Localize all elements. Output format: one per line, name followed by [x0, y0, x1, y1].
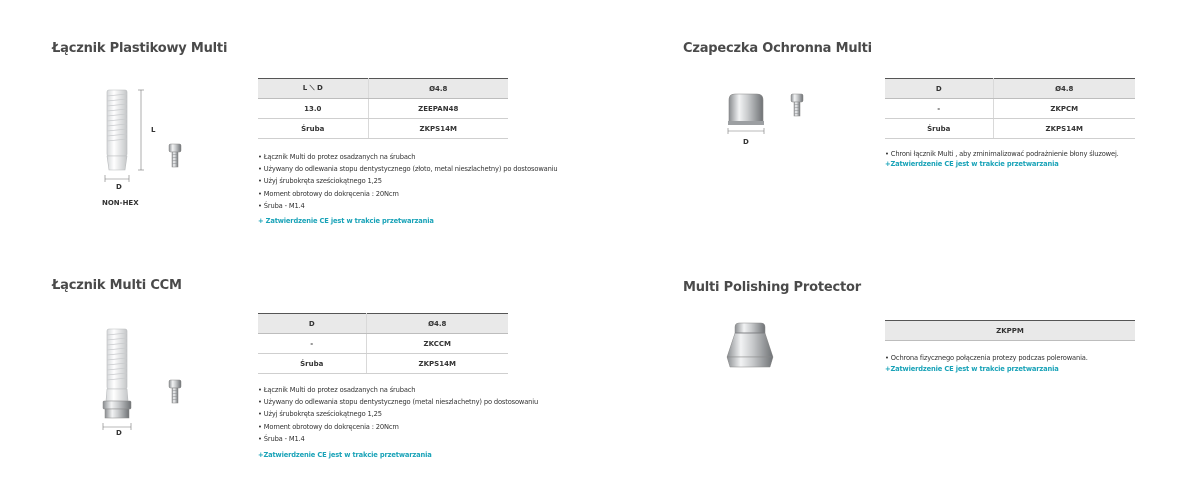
table-cell: - [258, 334, 366, 354]
product-title: Czapeczka Ochronna Multi [683, 41, 872, 56]
note-item: • Chroni łącznik Multi , aby zminimalizować podrażnienie błony śluzowej. [885, 148, 1119, 160]
spec-table [258, 313, 508, 374]
table-cell: ZEEPAN48 [368, 99, 508, 119]
product-multi-polishing-protector [600, 245, 1200, 490]
table-header-cell: Ø4.8 [993, 79, 1135, 99]
ce-approval-note: +Zatwierdzenie CE jest w trakcie przetwarzania [258, 451, 432, 459]
note-item: • Użyj śrubokręta sześciokątnego 1,25 [258, 408, 538, 420]
diameter-label: D [116, 429, 122, 437]
note-item: • Łącznik Multi do protez osadzanych na śrubach [258, 151, 558, 163]
diameter-label: D [743, 138, 749, 146]
product-title: Łącznik Multi CCM [52, 278, 182, 293]
product-notes [885, 352, 1088, 364]
ce-approval-note: +Zatwierdzenie CE jest w trakcie przetwarzania [885, 365, 1059, 373]
note-item: • Łącznik Multi do protez osadzanych na śrubach [258, 384, 538, 396]
table-cell: 13.0 [258, 99, 368, 119]
table-header-cell: Ø4.8 [368, 79, 508, 99]
table-cell: Śruba [885, 119, 993, 139]
spec-table [885, 78, 1135, 139]
product-notes [258, 151, 558, 212]
table-header-cell: D [885, 79, 993, 99]
table-cell: ZKPS14M [368, 119, 508, 139]
non-hex-label: NON-HEX [102, 199, 139, 207]
length-label: L [151, 126, 156, 134]
note-item: • Używany do odlewania stopu dentystycznego (złoto, metal nieszlachetny) po dostosowaniu [258, 163, 558, 175]
table-cell: ZKPCM [993, 99, 1135, 119]
product-title: Łącznik Plastikowy Multi [52, 41, 228, 56]
table-cell: ZKPS14M [993, 119, 1135, 139]
table-row [258, 334, 508, 354]
table-cell: ZKCCM [366, 334, 508, 354]
table-header-cell: Ø4.8 [366, 314, 508, 334]
note-item: • Moment obrotowy do dokręcenia : 20Ncm [258, 421, 538, 433]
ce-approval-note: +Zatwierdzenie CE jest w trakcie przetwarzania [885, 160, 1059, 168]
ccm-abutment-illustration [92, 325, 202, 445]
note-item: • Moment obrotowy do dokręcenia : 20Ncm [258, 188, 558, 200]
note-item: • Śruba - M1.4 [258, 433, 538, 445]
table-header-row [885, 79, 1135, 99]
product-notes [258, 384, 538, 445]
table-header-cell: L ⟍ D [258, 79, 368, 99]
product-protective-cap-multi [600, 0, 1200, 245]
polishing-protector-illustration [720, 321, 780, 381]
table-header-row [258, 314, 508, 334]
spec-table [258, 78, 508, 139]
product-plastic-multi-abutment [0, 0, 600, 245]
product-title: Multi Polishing Protector [683, 280, 861, 295]
spec-table [885, 320, 1135, 341]
diameter-label: D [116, 183, 122, 191]
table-row [885, 119, 1135, 139]
note-item: • Użyj śrubokręta sześciokątnego 1,25 [258, 175, 558, 187]
table-row [885, 99, 1135, 119]
note-item: • Śruba - M1.4 [258, 200, 558, 212]
table-cell: Śruba [258, 354, 366, 374]
product-multi-ccm-abutment [0, 245, 600, 490]
table-row [258, 119, 508, 139]
product-notes [885, 148, 1119, 160]
table-header-cell: D [258, 314, 366, 334]
note-item: • Ochrona fizycznego połączenia protezy podczas polerowania. [885, 352, 1088, 364]
protective-cap-illustration [722, 90, 822, 150]
note-item: • Używany do odlewania stopu dentystycznego (metal nieszlachetny) po dostosowaniu [258, 396, 538, 408]
plastic-abutment-illustration [92, 82, 202, 192]
table-header-row [258, 79, 508, 99]
table-row [258, 99, 508, 119]
table-header-cell: ZKPPM [885, 321, 1135, 341]
table-row [258, 354, 508, 374]
ce-approval-note: + Zatwierdzenie CE jest w trakcie przetwarzania [258, 217, 434, 225]
table-header-row [885, 321, 1135, 341]
table-cell: - [885, 99, 993, 119]
table-cell: Śruba [258, 119, 368, 139]
table-cell: ZKPS14M [366, 354, 508, 374]
